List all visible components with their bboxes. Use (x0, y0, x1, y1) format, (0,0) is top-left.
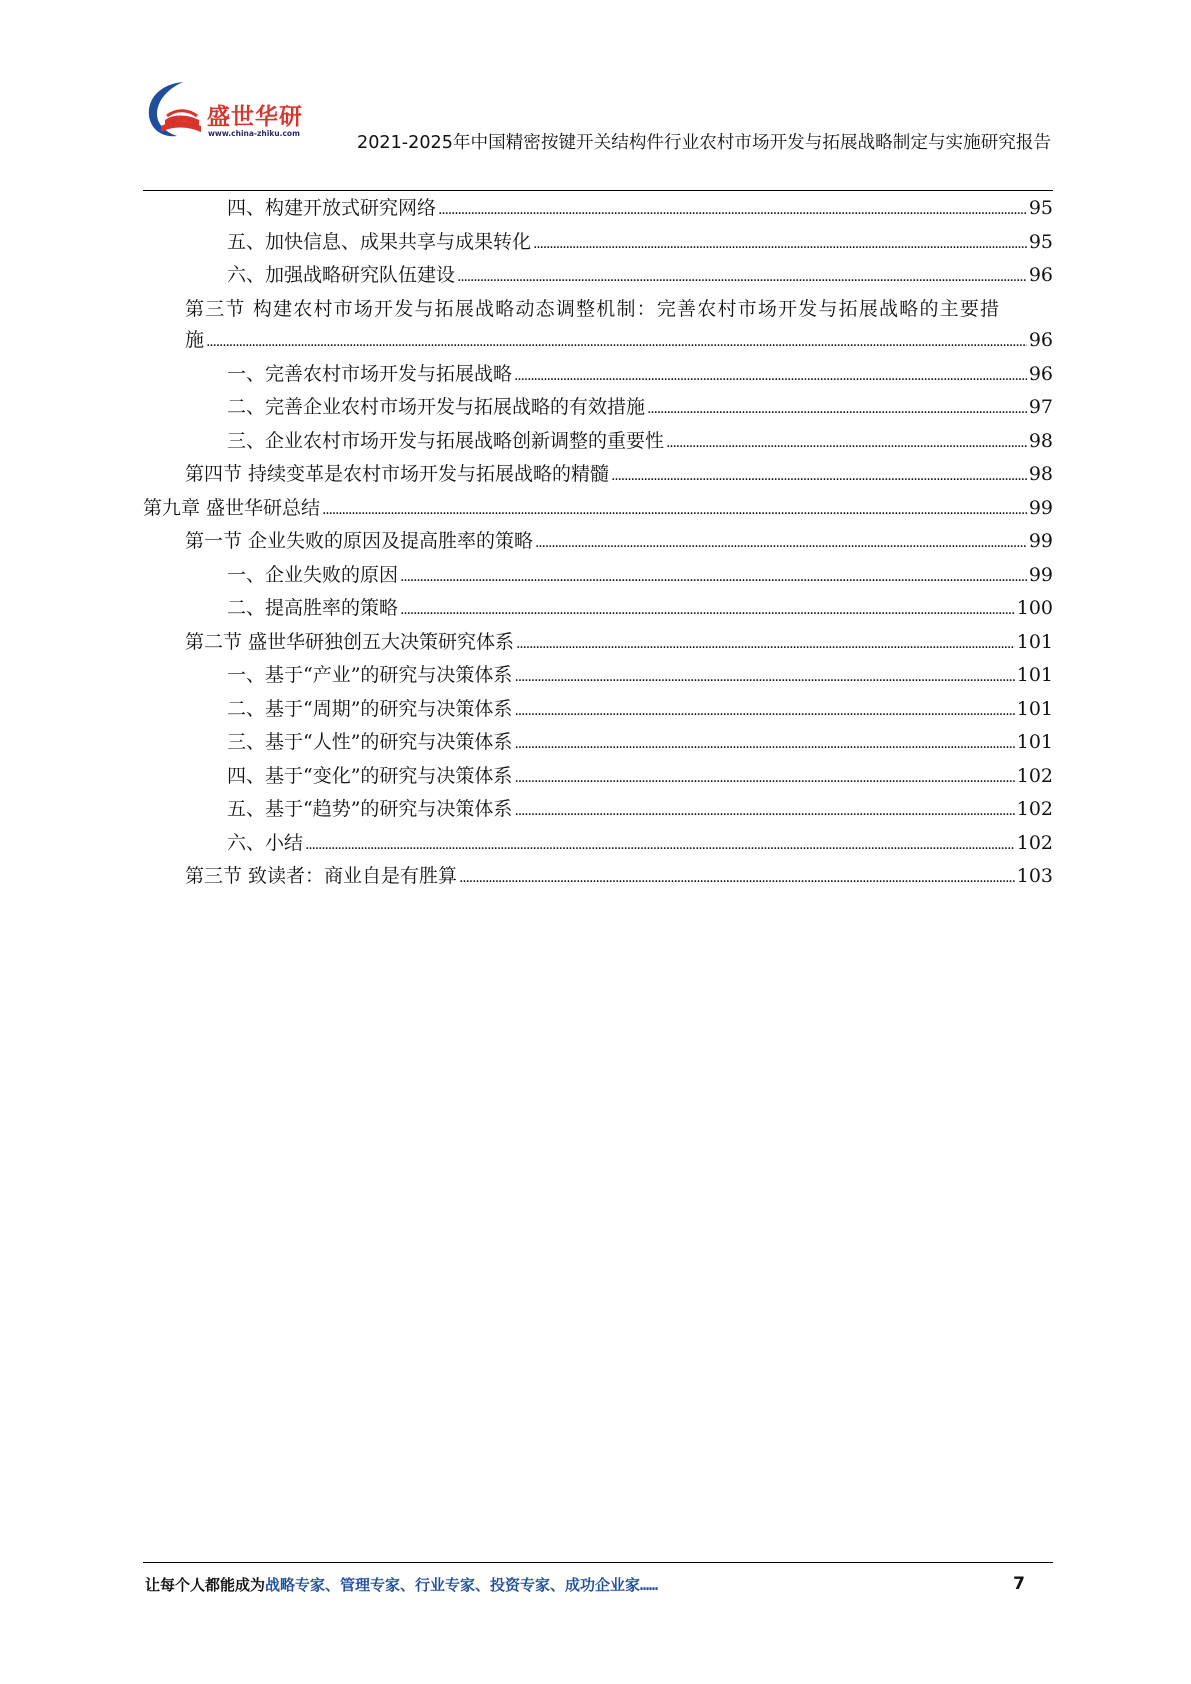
toc-entry-title: 三、基于“人性”的研究与决策体系 (227, 731, 513, 753)
toc-entry[interactable] (143, 493, 1053, 527)
toc-page-number: 102 (1016, 764, 1053, 787)
toc-leader-dots (514, 763, 1014, 795)
footer-slogan-emphasis: 战略专家、管理专家、行业专家、投资专家、成功企业家…… (265, 1576, 659, 1594)
toc-leader-dots (514, 696, 1014, 728)
toc-entry-title: 六、小结 (227, 831, 304, 854)
page-number: 7 (1013, 1574, 1025, 1594)
toc-entry-title: 二、基于“周期”的研究与决策体系 (227, 697, 513, 720)
toc-leader-dots (400, 595, 1015, 627)
toc-entry[interactable] (143, 459, 1053, 493)
toc-leader-dots (611, 461, 1027, 493)
toc-entry[interactable] (143, 828, 1053, 862)
logo-name: 盛世华研 (207, 104, 303, 130)
toc-page-number: 100 (1016, 597, 1053, 619)
toc-page-number: 95 (1028, 197, 1053, 219)
toc-entry-title: 六、加强战略研究队伍建设 (227, 264, 456, 286)
toc-entry[interactable] (143, 359, 1053, 393)
toc-leader-dots (322, 495, 1027, 527)
toc-page-number: 101 (1016, 731, 1053, 753)
toc-entry-title: 二、提高胜率的策略 (227, 597, 399, 619)
toc-entry[interactable] (143, 627, 1053, 661)
toc-leader-dots (514, 729, 1014, 761)
toc-entry[interactable] (143, 660, 1053, 694)
toc-leader-dots (514, 662, 1014, 694)
toc-entry-title: 一、企业失败的原因 (227, 563, 399, 586)
toc-entry-title: 第九章 盛世华研总结 (143, 496, 321, 519)
toc-entry[interactable] (143, 727, 1053, 761)
toc-entry-title: 三、企业农村市场开发与拓展战略创新调整的重要性 (227, 429, 665, 452)
toc-leader-dots (438, 195, 1027, 227)
toc-entry-title: 第一节 企业失败的原因及提高胜率的策略 (185, 530, 534, 552)
toc-leader-dots (516, 629, 1015, 661)
toc-leader-dots (206, 327, 1027, 359)
toc-page-number: 97 (1028, 396, 1053, 418)
page-header (143, 80, 1053, 190)
toc-entry-title: 第二节 盛世华研独创五大决策研究体系 (185, 630, 515, 653)
toc-entry[interactable] (143, 593, 1053, 627)
toc-page-number: 101 (1016, 664, 1053, 686)
toc-leader-dots (647, 394, 1027, 426)
toc-entry-title: 五、加快信息、成果共享与成果转化 (227, 230, 532, 253)
toc-leader-dots (400, 562, 1027, 594)
toc-entry[interactable] (143, 193, 1053, 227)
toc-entry[interactable] (143, 861, 1053, 895)
toc-leader-dots (535, 528, 1027, 560)
toc-leader-dots (514, 361, 1027, 393)
toc-page-number: 99 (1028, 563, 1053, 586)
toc-page-number: 99 (1028, 530, 1053, 552)
toc-entry-title: 四、基于“变化”的研究与决策体系 (227, 764, 513, 787)
footer-slogan-prefix: 让每个人都能成为 (145, 1576, 266, 1594)
table-of-contents (143, 193, 1053, 895)
toc-page-number: 95 (1028, 230, 1053, 253)
toc-page-number: 101 (1016, 697, 1053, 720)
footer-divider (143, 1562, 1053, 1563)
toc-page-number: 101 (1016, 630, 1053, 653)
toc-leader-dots (305, 830, 1015, 862)
toc-leader-dots (514, 796, 1014, 828)
toc-entry[interactable] (143, 560, 1053, 594)
toc-entry-title: 五、基于“趋势”的研究与决策体系 (227, 798, 513, 820)
toc-page-number: 96 (1028, 329, 1053, 351)
toc-entry-title: 第三节 构建农村市场开发与拓展战略动态调整机制：完善农村市场开发与拓展战略的主要措 (185, 297, 1001, 320)
toc-page-number: 98 (1028, 463, 1053, 485)
toc-page-number: 98 (1028, 429, 1053, 452)
toc-entry[interactable] (143, 761, 1053, 795)
toc-entry[interactable] (143, 392, 1053, 426)
document-title: 2021-2025年中国精密按键开关结构件行业农村市场开发与拓展战略制定与实施研究报告 (357, 133, 1052, 153)
toc-entry-title: 二、完善企业农村市场开发与拓展战略的有效措施 (227, 396, 646, 418)
toc-page-number: 96 (1028, 264, 1053, 286)
toc-entry[interactable] (143, 426, 1053, 460)
toc-page-number: 96 (1028, 362, 1053, 385)
page-footer (145, 1574, 1025, 1604)
toc-entry-title: 第四节 持续变革是农村市场开发与拓展战略的精髓 (185, 463, 610, 485)
toc-entry-title-continuation: 施 (185, 329, 205, 351)
toc-entry[interactable] (143, 294, 1053, 359)
toc-leader-dots (533, 229, 1027, 261)
toc-page-number: 103 (1016, 865, 1053, 887)
toc-entry[interactable] (143, 260, 1053, 294)
toc-entry-title: 一、完善农村市场开发与拓展战略 (227, 362, 513, 385)
toc-entry[interactable] (143, 794, 1053, 828)
header-divider (143, 190, 1053, 191)
toc-leader-dots (666, 428, 1027, 460)
toc-entry-title: 一、基于“产业”的研究与决策体系 (227, 664, 513, 686)
toc-leader-dots (457, 262, 1027, 294)
toc-page-number: 102 (1016, 831, 1053, 854)
toc-entry[interactable] (143, 526, 1053, 560)
toc-page-number: 99 (1028, 496, 1053, 519)
toc-entry[interactable] (143, 227, 1053, 261)
toc-leader-dots (459, 863, 1015, 895)
toc-entry[interactable] (143, 694, 1053, 728)
toc-entry-title: 第三节 致读者：商业自是有胜算 (185, 865, 458, 887)
toc-page-number: 102 (1016, 798, 1053, 820)
toc-entry-title: 四、构建开放式研究网络 (227, 197, 437, 219)
logo-url: www.china-zhiku.com (208, 129, 300, 138)
